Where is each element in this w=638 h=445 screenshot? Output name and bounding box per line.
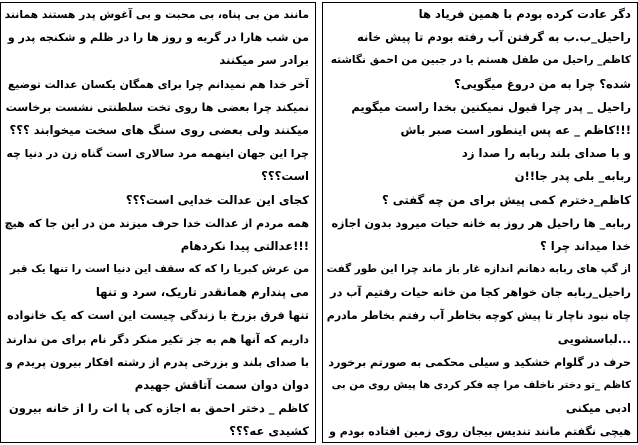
text-line: !!!عدالتی پیدا نکردهام bbox=[180, 238, 309, 253]
text-line: راحیل_ب.ب به گرفتن آب رفته بودم تا پیش خانه bbox=[357, 30, 631, 45]
text-line: چاه نبود ناچار تا پیش کوچه بخاطر آب رفتم بخاطر مادرم bbox=[327, 309, 631, 323]
text-line: آخر خدا هم نمیدانم چرا برای همگان یکسان عدالت توضیع bbox=[7, 77, 309, 91]
text-line: دگر عادت کرده بودم با همین فریاد ها bbox=[418, 7, 631, 21]
text-line: هیچی نگفتم مانند تندیس بیجان روی زمین افتاده بودم و bbox=[329, 425, 631, 439]
text-line: من شب هارا در گریه و روز ها را در ظلم و شکنجه پدر و bbox=[7, 31, 309, 45]
text-line: کاظم _تو دختر ناخلف مرا چه فکر کردی ها پیش روی من بی bbox=[331, 380, 631, 391]
left-column-text bbox=[1, 3, 315, 442]
text-line: است؟؟؟ bbox=[261, 169, 309, 184]
text-line: چرا این جهان اینهمه مرد سالاری است گناه زن در دنیا چه bbox=[6, 147, 309, 161]
text-line: و با صدای بلند ربابه را صدا زد bbox=[461, 146, 631, 161]
text-line: ربابه_ بلی پدر جا!!ن bbox=[514, 169, 631, 184]
left-text-column bbox=[0, 2, 316, 443]
text-line: شده؟ چرا به من دروغ میگویی؟ bbox=[454, 76, 631, 91]
text-line: راحیل _ پدر چرا قبول نمیکنین بخدا راست میگویم bbox=[351, 99, 631, 114]
text-line: همه مردم از عدالت خدا حرف میزند من در این جا که هیچ bbox=[5, 216, 309, 230]
text-line: نمیکند چرا بعضی ها روی تخت سلطنتی نشست برخاست bbox=[5, 100, 309, 114]
text-line: مانند من بی پناه، بی محبت و بی آغوش پدر هستند همانند bbox=[5, 8, 309, 21]
text-line: میکنند ولی بعضی روی سنگ های سخت میخوابند ؟؟؟ bbox=[9, 122, 309, 137]
text-line: با صدای بلند و بزرخی پدرم از رشته افکار بیرون پریدم و bbox=[5, 355, 309, 369]
text-line: تنها فرق بزرخ با زندگی چیست این است که یک خانواده bbox=[7, 309, 309, 323]
text-line: راحیل_ربابه جان خواهر کجا من خانه حیات رفتیم آب در bbox=[330, 286, 631, 300]
text-line: کجای این عدالت خدایی است؟؟؟ bbox=[125, 192, 309, 207]
text-line: کاظم_ راحیل من طفل هستم یا در جبین من احمق نگاشته bbox=[330, 54, 631, 67]
text-line: کشیدی عه؟؟؟ bbox=[229, 424, 309, 439]
text-line: من عرش کبریا را که که سقف این دنیا است را تنها یک قبر bbox=[9, 263, 309, 276]
text-line: حرف در گلوام خشکید و سیلی محکمی به صورتم برخورد bbox=[328, 355, 631, 369]
right-column-text bbox=[323, 3, 637, 442]
text-line: خدا میداند چرا ؟ bbox=[539, 238, 631, 253]
text-line: ...لباسشویی bbox=[557, 331, 631, 346]
text-line: دوان دوان سمت آتاقش جهیدم bbox=[134, 378, 309, 392]
right-text-column bbox=[322, 2, 638, 443]
text-line: می پندارم همانقدر تاریک، سرد و تنها bbox=[95, 285, 309, 300]
text-line: برادر سر میکنند bbox=[219, 53, 309, 68]
text-line: کاظم_دخترم کمی پیش برای من چه گفتی ؟ bbox=[381, 192, 631, 207]
text-line: داریم که آنها هم به جز تکیر منکر دگر نام برای من ندارند bbox=[6, 332, 309, 346]
text-line: ربابه_ ها راحیل هر روز به خانه حیات میرود بدون اجازه bbox=[331, 216, 631, 230]
text-line: ادبی میکنی bbox=[565, 401, 631, 416]
text-line: از گپ های ربابه دهانم اندازه غار باز ماند چرا این طور گفت bbox=[327, 263, 631, 276]
text-line: کاظم _ دختر احمق به اجازه کی پا ات را از خانه بیرون bbox=[9, 401, 309, 416]
text-line: !!!کاظم _ عه پس اینطور است صبر باش bbox=[400, 122, 631, 137]
